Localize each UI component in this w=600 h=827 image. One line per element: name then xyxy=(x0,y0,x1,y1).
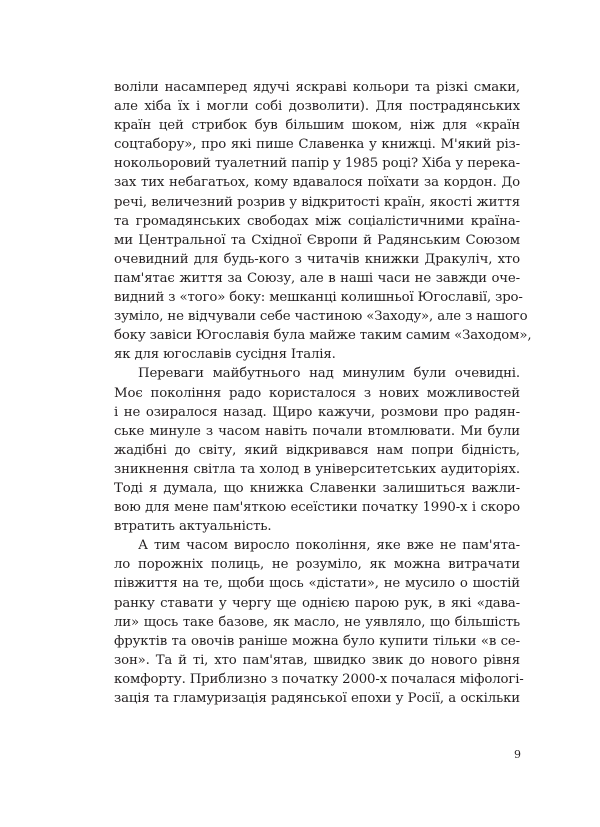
text-line: воліли насамперед ядучі яскраві кольори та різкі смаки, xyxy=(114,80,520,95)
text-line: видний з «того» боку: мешканці колишньої Югославії, зро- xyxy=(114,290,523,306)
text-line: боку завіси Югославія була майже таким самим «Заходом», xyxy=(114,328,532,344)
text-line: втратить актуальність. xyxy=(114,519,272,535)
text-line: ми Центральної та Східної Європи й Радянським Союзом xyxy=(114,232,520,248)
text-line: ранку ставати у чергу ще однією парою рук, в які «дава- xyxy=(114,595,520,611)
page-number: 9 xyxy=(514,748,521,761)
text-line: як для югославів сусідня Італія. xyxy=(114,347,336,363)
text-line: вою для мене пам'яткою есеїстики початку 1990-х і скоро xyxy=(114,500,520,516)
text-line: нокольоровий туалетний папір у 1985 році? Хіба у перека- xyxy=(114,156,520,172)
text-line: півжиття на те, щоби щось «дістати», не мусило о шостій xyxy=(114,576,520,592)
text-line: речі, величезний розрив у відкритості країн, якості життя xyxy=(114,194,520,210)
text-line: зація та гламуризація радянської епохи у Росії, а оскільки xyxy=(114,691,520,706)
text-line: але хіба їх і могли собі дозволити). Для пострадянських xyxy=(114,99,520,115)
paragraph-start-line: Переваги майбутнього над минулим були очевидні. xyxy=(138,366,520,382)
text-line: зникнення світла та холод в університетських аудиторіях. xyxy=(114,461,520,477)
text-line: країн цей стрибок був більшим шоком, ніж для «країн xyxy=(114,118,520,134)
body-text xyxy=(114,78,532,708)
text-line: ло порожніх полиць, не розуміло, як можна витрачати xyxy=(114,557,520,573)
text-line: Моє покоління радо користалося з нових можливостей xyxy=(114,385,520,401)
text-line: зон». Та й ті, хто пам'ятав, швидко звик до нового рівня xyxy=(114,652,520,668)
text-line: очевидний для будь-кого з читачів книжки Дракуліч, хто xyxy=(114,251,520,267)
text-line: соцтабору», про які пише Славенка у книжці. М'який різ- xyxy=(114,137,520,153)
text-line: ли» щось таке базове, як масло, не уявляло, що більшість xyxy=(114,614,520,630)
text-line: комфорту. Приблизно з початку 2000-х почалася міфологі- xyxy=(114,671,524,687)
text-line: зах тих небагатьох, кому вдавалося поїхати за кордон. До xyxy=(114,175,520,191)
text-line: пам'ятає життя за Союзу, але в наші часи не завжди оче- xyxy=(114,270,520,286)
text-line: жадібні до світу, який відкривався нам попри бідність, xyxy=(114,442,520,458)
text-line: та громадянських свободах між соціалістичними країна- xyxy=(114,213,520,229)
text-line: фруктів та овочів раніше можна було купити тільки «в се- xyxy=(114,633,520,649)
text-line: зуміло, не відчували себе частиною «Заходу», але з нашого xyxy=(114,309,528,325)
text-line: Тоді я думала, що книжка Славенки залишиться важли- xyxy=(114,480,520,496)
text-line: і не озиралося назад. Щиро кажучи, розмови про радян- xyxy=(114,404,520,420)
paragraph-start-line: А тим часом виросло покоління, яке вже не пам'ята- xyxy=(138,538,520,554)
text-line: ське минуле з часом навіть почали втомлювати. Ми були xyxy=(114,423,520,439)
